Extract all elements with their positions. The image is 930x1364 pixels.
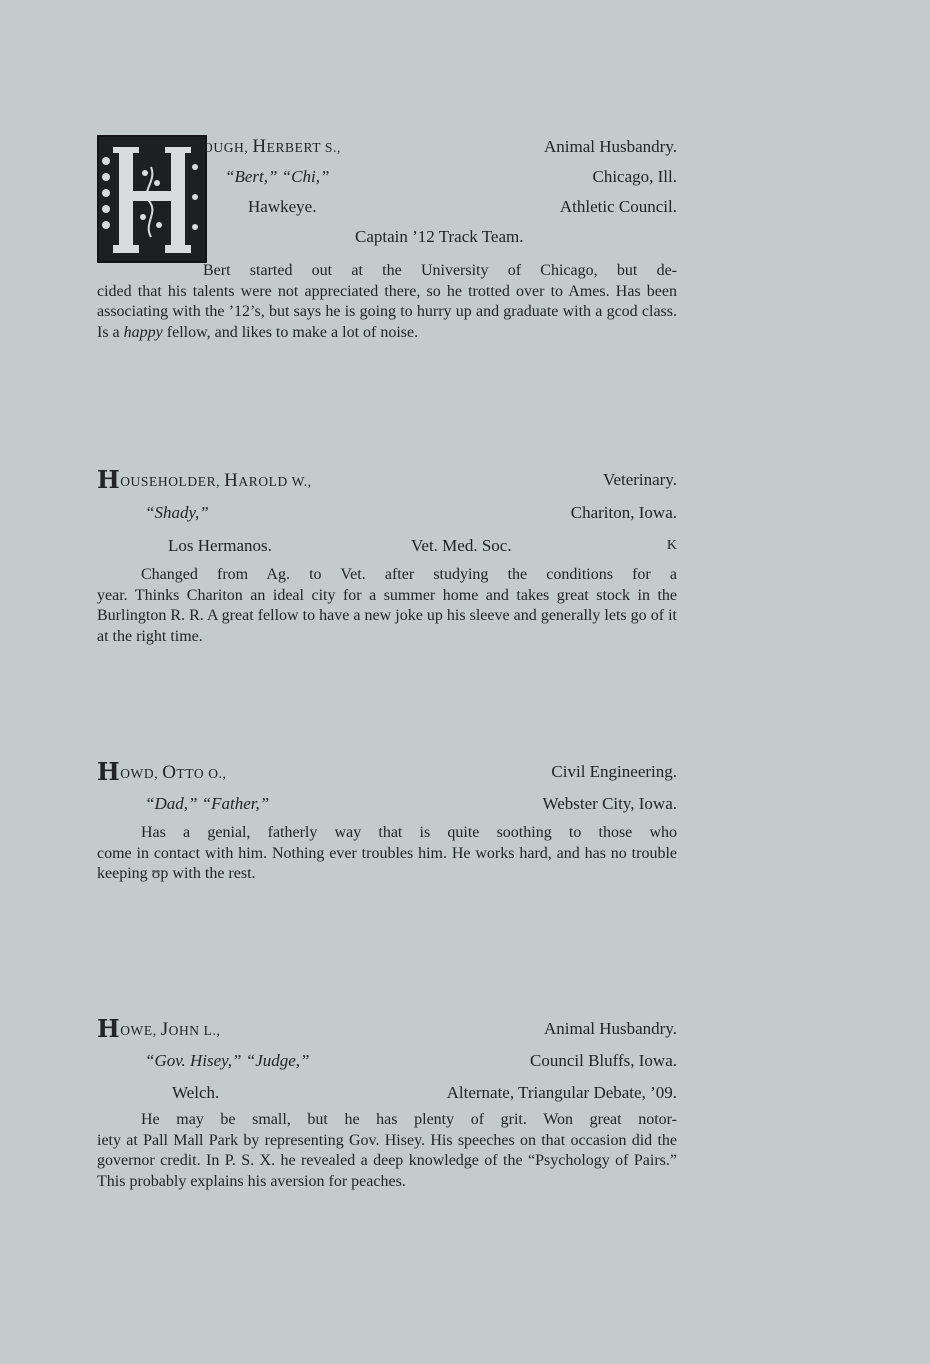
- activity: Alternate, Triangular Debate, ’09.: [446, 1083, 677, 1102]
- hometown: Chariton, Iowa.: [570, 503, 677, 522]
- nicknames: “Bert,” “Chi,”: [225, 167, 330, 186]
- activity: Athletic Council.: [559, 197, 677, 216]
- entry-hough-bio: [97, 261, 677, 343]
- name-line: [97, 1014, 677, 1044]
- biography: He may be small, but he has plenty of grit. Won great notor- iety at Pall Mall Park by representing Gov. Hisey. His speeches on that occasion did the governor credit. In P. S. X. he revealed a deep knowledge of the “Psychology of Pairs.” This probably explains his aversion for peaches.: [97, 1111, 677, 1190]
- extra-line: [203, 222, 677, 252]
- society-line: [203, 192, 677, 222]
- society: Welch.: [172, 1083, 220, 1102]
- name-line: [203, 132, 677, 162]
- student-name: HOWD, OTTO O.,: [97, 757, 227, 786]
- department: Animal Husbandry.: [544, 1019, 677, 1038]
- hometown: Webster City, Iowa.: [542, 794, 677, 813]
- student-name: HOUSEHOLDER, HAROLD W.,: [97, 465, 312, 494]
- society-line: [97, 1078, 677, 1108]
- ornament-icon: [99, 137, 205, 261]
- department: Animal Husbandry.: [544, 137, 677, 156]
- society: Los Hermanos.: [168, 536, 272, 555]
- fraternity-symbol: K: [666, 538, 677, 553]
- entry-howd: [97, 757, 677, 885]
- entry-hough-header: [203, 132, 677, 252]
- biography: Bert started out at the University of Chicago, but de- cided that his talents were not appreciated there, so he trotted over to Ames. Has been associating with the ’12’s, but says he is going to hurry up and graduate with a gcod class. Is a happy fellow, and likes to make a lot of noise.: [97, 262, 677, 341]
- nicknames: “Dad,” “Father,”: [145, 794, 270, 813]
- nicknames: “Shady,”: [145, 503, 209, 522]
- department: Civil Engineering.: [551, 762, 677, 781]
- blackletter-initial: H: [97, 465, 121, 494]
- emphasis: happy: [123, 323, 163, 341]
- biography: Changed from Ag. to Vet. after studying the conditions for a year. Thinks Chariton an ideal city for a summer home and takes great stock in the Burlington R. R. A great fellow to have a new joke up his sleeve and generally lets go of it at the right time.: [97, 566, 677, 645]
- blackletter-initial: H: [97, 1014, 121, 1043]
- decorated-initial-h: [97, 135, 207, 263]
- society: Hawkeye.: [248, 197, 317, 216]
- entry-howe: [97, 1014, 677, 1192]
- student-name: OUGH, HERBERT S.,: [203, 136, 341, 157]
- name-line: [97, 757, 677, 787]
- activity: Vet. Med. Soc.: [411, 536, 512, 555]
- nicknames: “Gov. Hisey,” “Judge,”: [145, 1051, 310, 1070]
- nickname-line: [97, 498, 677, 528]
- society-line: [97, 531, 677, 561]
- student-name: HOWE, JOHN L.,: [97, 1014, 221, 1043]
- blackletter-initial: H: [97, 757, 121, 786]
- nickname-line: [97, 789, 677, 819]
- hometown: Council Bluffs, Iowa.: [529, 1051, 677, 1070]
- hometown: Chicago, Ill.: [592, 167, 677, 186]
- name-line: [97, 465, 677, 495]
- department: Veterinary.: [603, 470, 677, 489]
- extra-activity: Captain ’12 Track Team.: [355, 227, 524, 246]
- biography: Has a genial, fatherly way that is quite soothing to those who come in contact with him. Nothing ever troubles him. He works hard, and has no trouble keeping ʊp with the rest.: [97, 824, 677, 882]
- entry-householder: [97, 465, 677, 647]
- nickname-line: [203, 162, 677, 192]
- nickname-line: [97, 1046, 677, 1076]
